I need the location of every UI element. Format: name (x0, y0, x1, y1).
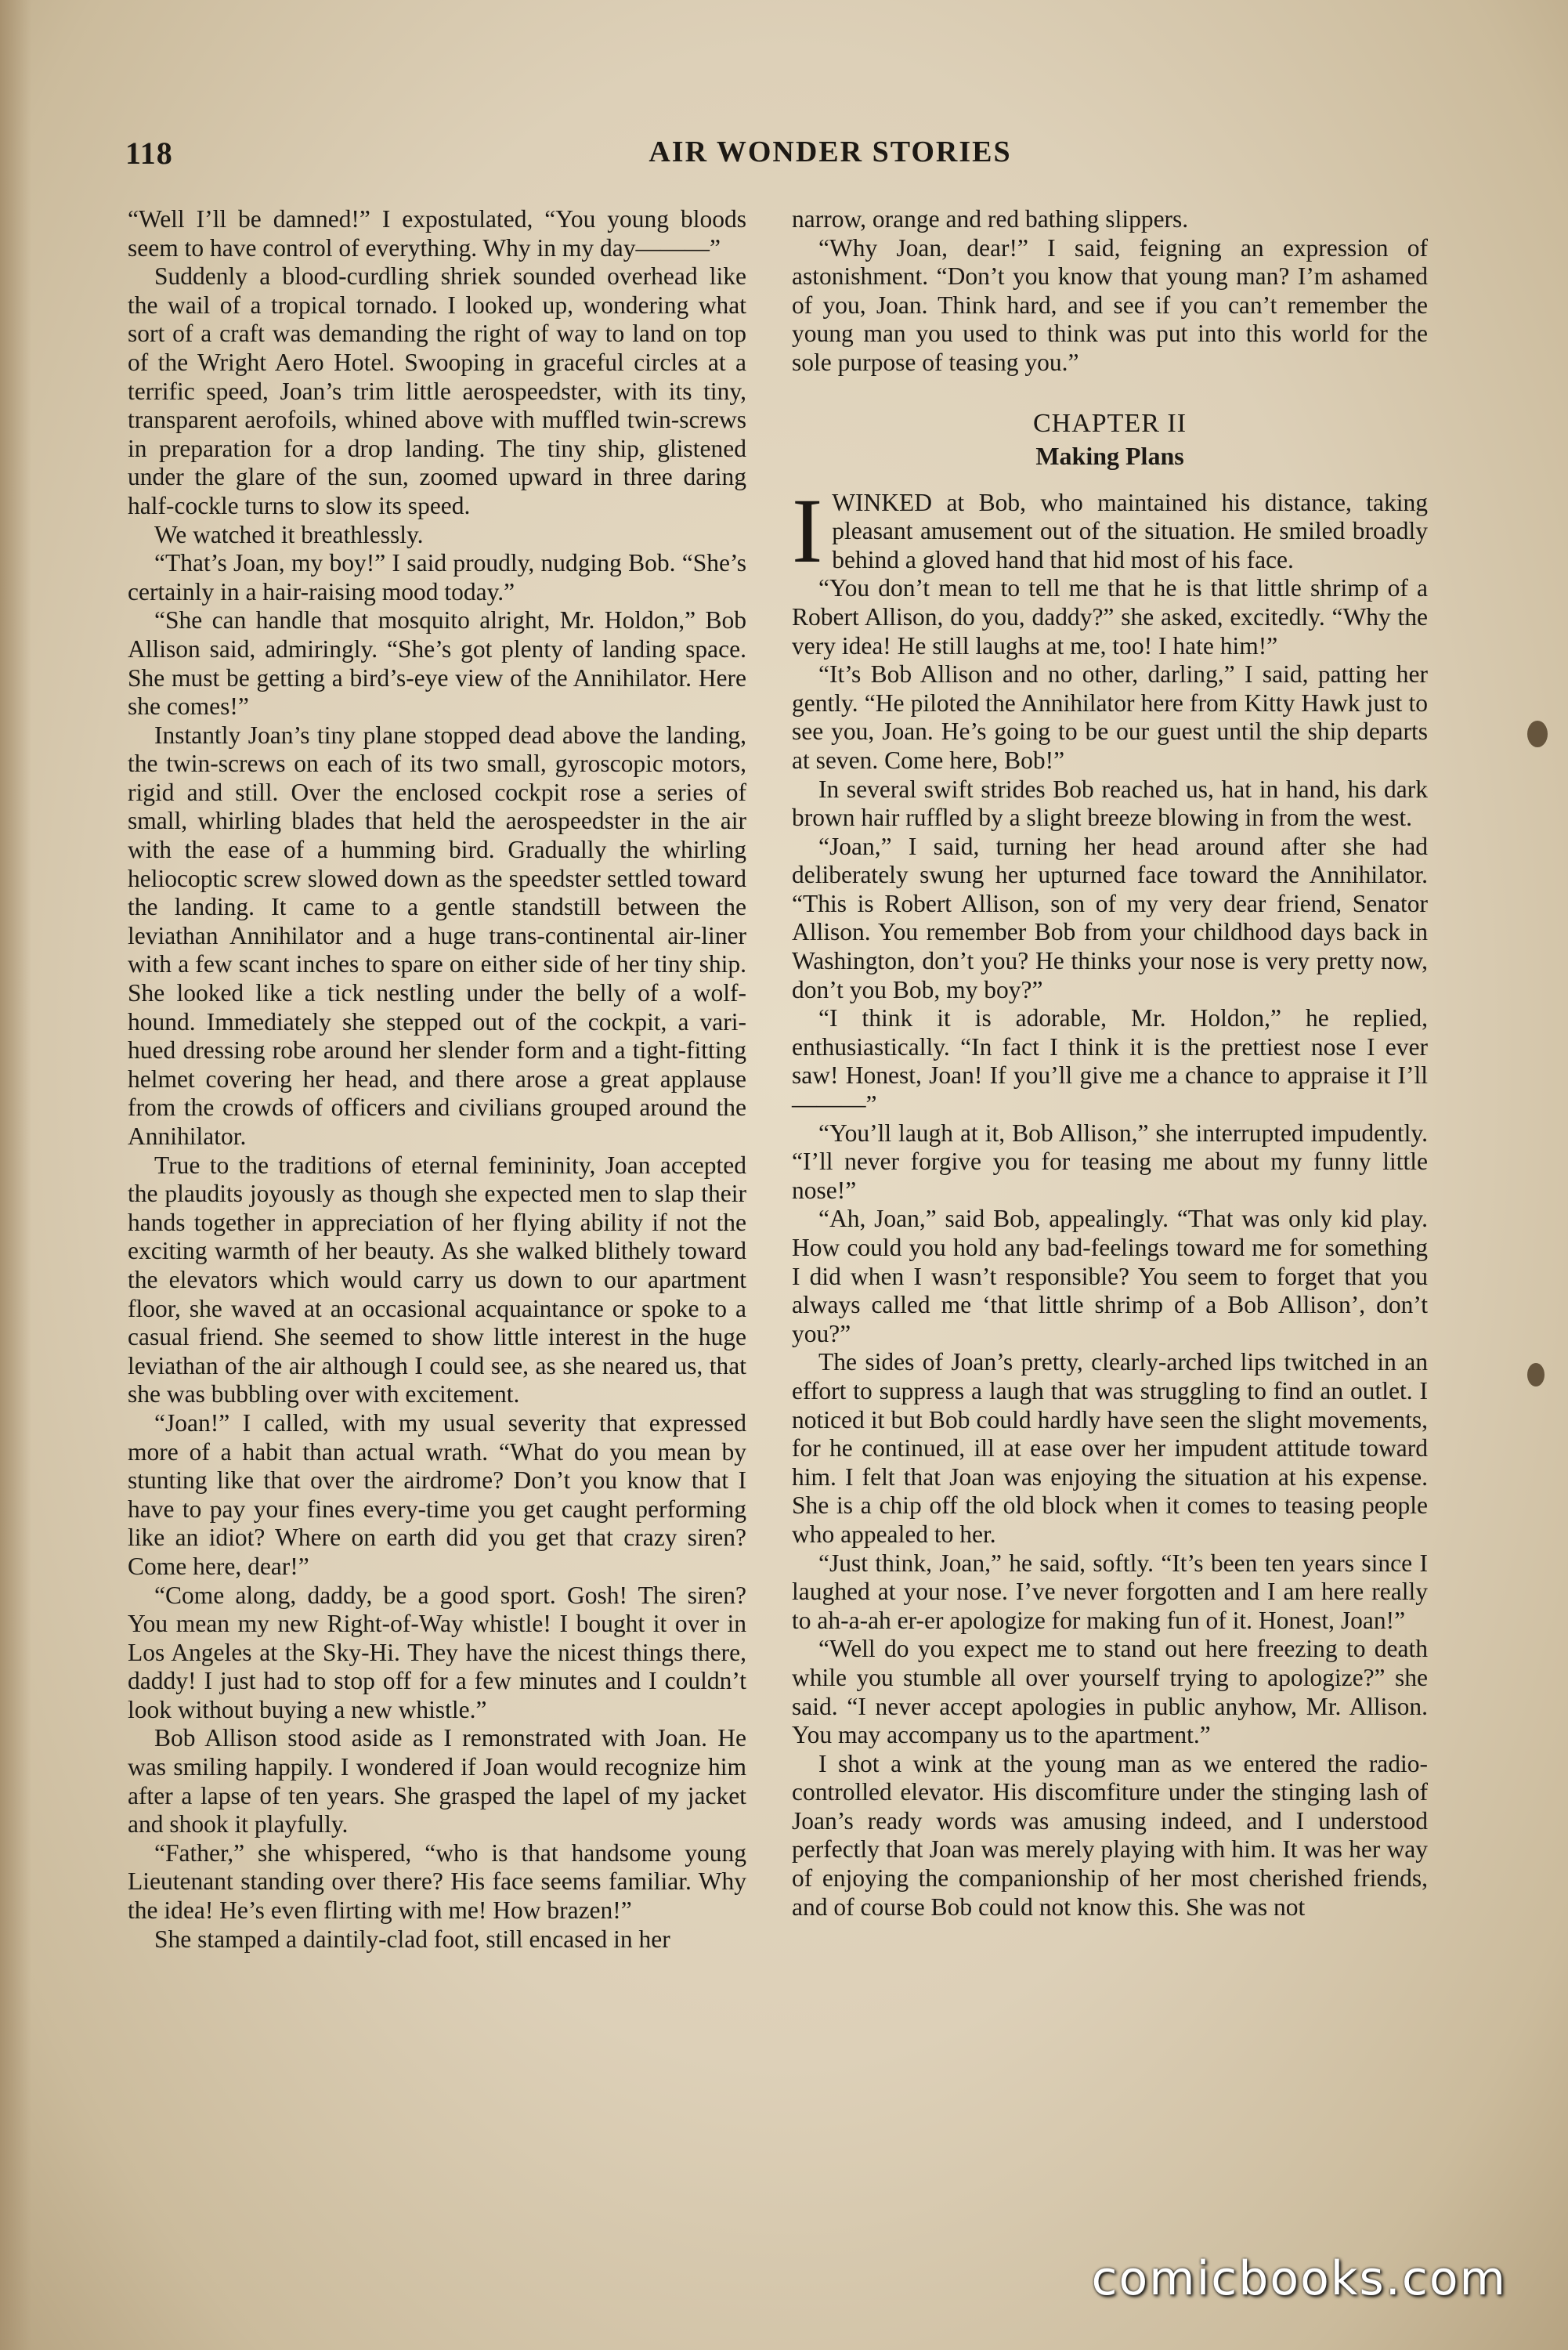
paragraph: “You’ll laugh at it, Bob Allison,” she interrupted impudently. “I’ll never forgive you for teasing me about my funny little nose!” (792, 1119, 1428, 1204)
chapter-subtitle: Making Plans (1035, 441, 1184, 470)
paragraph: “Joan!” I called, with my usual severity that expressed more of a habit than actual wrath. “What do you mean by stunting like that over the airdrome? Don’t you know that I have to pay your fines every-time you get caught performing like an idiot? Where on earth did you get that crazy siren? Come here, dear!” (128, 1408, 746, 1580)
chapter-opening-paragraph (792, 479, 1428, 582)
paragraph: “Just think, Joan,” he said, softly. “It’s been ten years since I laughed at your nose. I’ve never forgotten and I am here really to ah-a-ah er-er apologize for making fun of it. Honest, Joan!” (792, 1549, 1428, 1634)
paragraph: “Ah, Joan,” said Bob, appealingly. “That was only kid play. How could you hold any bad-feelings toward me for something I did when I wasn’t responsible? You seem to forget that you always called me ‘that little shrimp of a Bob Allison’, don’t you?” (792, 1205, 1428, 1347)
paragraph: She stamped a daintily-clad foot, still encased in her (154, 1925, 670, 1953)
paragraph: “Well I’ll be damned!” I expostulated, “You young bloods seem to have control of everything. Why in my day———” (128, 205, 746, 262)
paragraph: “It’s Bob Allison and no other, darling,” I said, patting her gently. “He piloted the Annihilator here from Kitty Hawk just to see you, Joan. He’s going to be our guest until the ship departs at seven. Come here, Bob!” (792, 660, 1428, 774)
paragraph: Suddenly a blood-curdling shriek sounded overhead like the wail of a tropical tornado. I looked up, wondering what sort of a craft was demanding the right of way to land on top of the Wright Aero Hotel. Swooping in graceful circles at a terrific speed, Joan’s trim little aerospeedster, with its tiny, transparent aerofoils, whined above with muffled twin-screws in preparation for a drop landing. The tiny ship, glistened under the glare of the sun, zoomed upward in three daring half-cockle turns to slow its speed. (128, 262, 746, 519)
page-edge-shadow (0, 0, 31, 2350)
paragraph: “That’s Joan, my boy!” I said proudly, nudging Bob. “She’s certainly in a hair-raising mood today.” (128, 549, 746, 606)
page-number: 118 (125, 136, 173, 171)
page-header (125, 135, 1457, 182)
left-column (128, 205, 746, 1954)
drop-cap: I (792, 479, 823, 582)
paragraph: The sides of Joan’s pretty, clearly-arched lips twitched in an effort to suppress a laugh that was struggling to find an outlet. I noticed it but Bob could hardly have seen the slight movements, for he continued, ill at ease over her impudent attitude toward him. I felt that Joan was enjoying the situation at his expense. She is a chip off the old block when it comes to teasing people who appealed to her. (792, 1348, 1428, 1548)
paragraph: “Well do you expect me to stand out here freezing to death while you stumble all over yourself trying to apologize?” she said. “I never accept apologies in public anyhow, Mr. Allison. You may accompany us to the apartment.” (792, 1635, 1428, 1749)
paragraph: “Joan,” I said, turning her head around after she had deliberately swung her upturned face toward the Annihilator. “This is Robert Allison, son of my very dear friend, Senator Allison. You remember Bob from your childhood days back in Washington, don’t you? He thinks your nose is very pretty now, don’t you Bob, my boy?” (792, 832, 1428, 1003)
chapter-heading (792, 407, 1428, 472)
binding-hole (1527, 1363, 1545, 1386)
binding-hole (1527, 721, 1548, 747)
paragraph: True to the traditions of eternal femininity, Joan accepted the plaudits joyously as though she expected men to slap their hands together in appreciation of her flying ability if not the exciting warmth of her beauty. As she walked blithely toward the elevators which would carry us down to our apartment floor, she waved at an occasional acquaintance or spoke to a casual friend. She seemed to show little interest in the huge leviathan of the air although I could see, as she neared us, that she was bubbling over with excitement. (128, 1151, 746, 1408)
paragraph: “Father,” she whispered, “who is that handsome young Lieutenant standing over there? His face seems familiar. Why the idea! He’s even flirting with me! How brazen!” (128, 1838, 746, 1925)
paragraph: Bob Allison stood aside as I remonstrated with Joan. He was smiling happily. I wondered if Joan would recognize him after a lapse of ten years. She grasped the lapel of my jacket and shook it playfully. (128, 1724, 746, 1838)
paragraph: “I think it is adorable, Mr. Holdon,” he replied, enthusiastically. “In fact I think it is the prettiest nose I ever saw! Honest, Joan! If you’ll give me a chance to appraise it I’ll———” (792, 1004, 1428, 1119)
right-column (792, 205, 1428, 1922)
source-watermark: comicbooks.com (1091, 2251, 1507, 2306)
paragraph: Instantly Joan’s tiny plane stopped dead above the landing, the twin-screws on each of its two small, gyroscopic motors, rigid and still. Over the enclosed cockpit rose a series of small, whirling blades that held the aerospeedster in the air with the ease of a humming bird. Gradually the whirling heliocoptic screw slowed down as the speedster settled toward the landing. It came to a gentle standstill between the leviathan Annihilator and a huge trans-continental air-liner with a few scant inches to spare on either side of her tiny ship. She looked like a tick nestling under the belly of a wolf-hound. Immediately she stepped out of the cockpit, a vari-hued dressing robe around her slender form and a tight-fitting helmet covering her head, and there arose a great applause from the crowds of officers and civilians grouped around the Annihilator. (128, 721, 746, 1150)
paragraph: I shot a wink at the young man as we entered the radio-controlled elevator. His discomfiture under the stinging lash of Joan’s ready words was amusing indeed, and I understood perfectly that Joan was merely playing with him. It was her way of enjoying the companionship of her most cherished friends, and of course Bob could not know this. She was not (792, 1749, 1428, 1921)
paragraph: narrow, orange and red bathing slippers. (792, 205, 1189, 233)
paragraph: We watched it breathlessly. (154, 520, 424, 548)
chapter-opening-text: WINKED at Bob, who maintained his distance, taking pleasant amusement out of the situation. He smiled broadly behind a gloved hand that hid most of his face. (832, 488, 1428, 573)
chapter-title: CHAPTER II (1032, 408, 1187, 438)
paragraph: “Why Joan, dear!” I said, feigning an expression of astonishment. “Don’t you know that young man? I’m ashamed of you, Joan. Think hard, and see if you can’t remember the young man you used to think was put into this world for the sole purpose of teasing you.” (792, 233, 1428, 376)
paragraph: “Come along, daddy, be a good sport. Gosh! The siren? You mean my new Right-of-Way whistle! I bought it over in Los Angeles at the Sky-Hi. They have the nicest things there, daddy! I just had to stop off for a few minutes and I couldn’t look without buying a new whistle.” (128, 1581, 746, 1723)
paragraph: “You don’t mean to tell me that he is that little shrimp of a Robert Allison, do you, daddy?” she asked, excitedly. “Why the very idea! He still laughs at me, too! I hate him!” (792, 574, 1428, 660)
running-head: AIR WONDER STORIES (649, 136, 1012, 168)
paragraph: “She can handle that mosquito alright, Mr. Holdon,” Bob Allison said, admiringly. “She’s got plenty of landing space. She must be getting a bird’s-eye view of the Annihilator. Here she comes!” (128, 606, 746, 721)
paragraph: In several swift strides Bob reached us, hat in hand, his dark brown hair ruffled by a slight breeze blowing in from the west. (792, 775, 1428, 832)
